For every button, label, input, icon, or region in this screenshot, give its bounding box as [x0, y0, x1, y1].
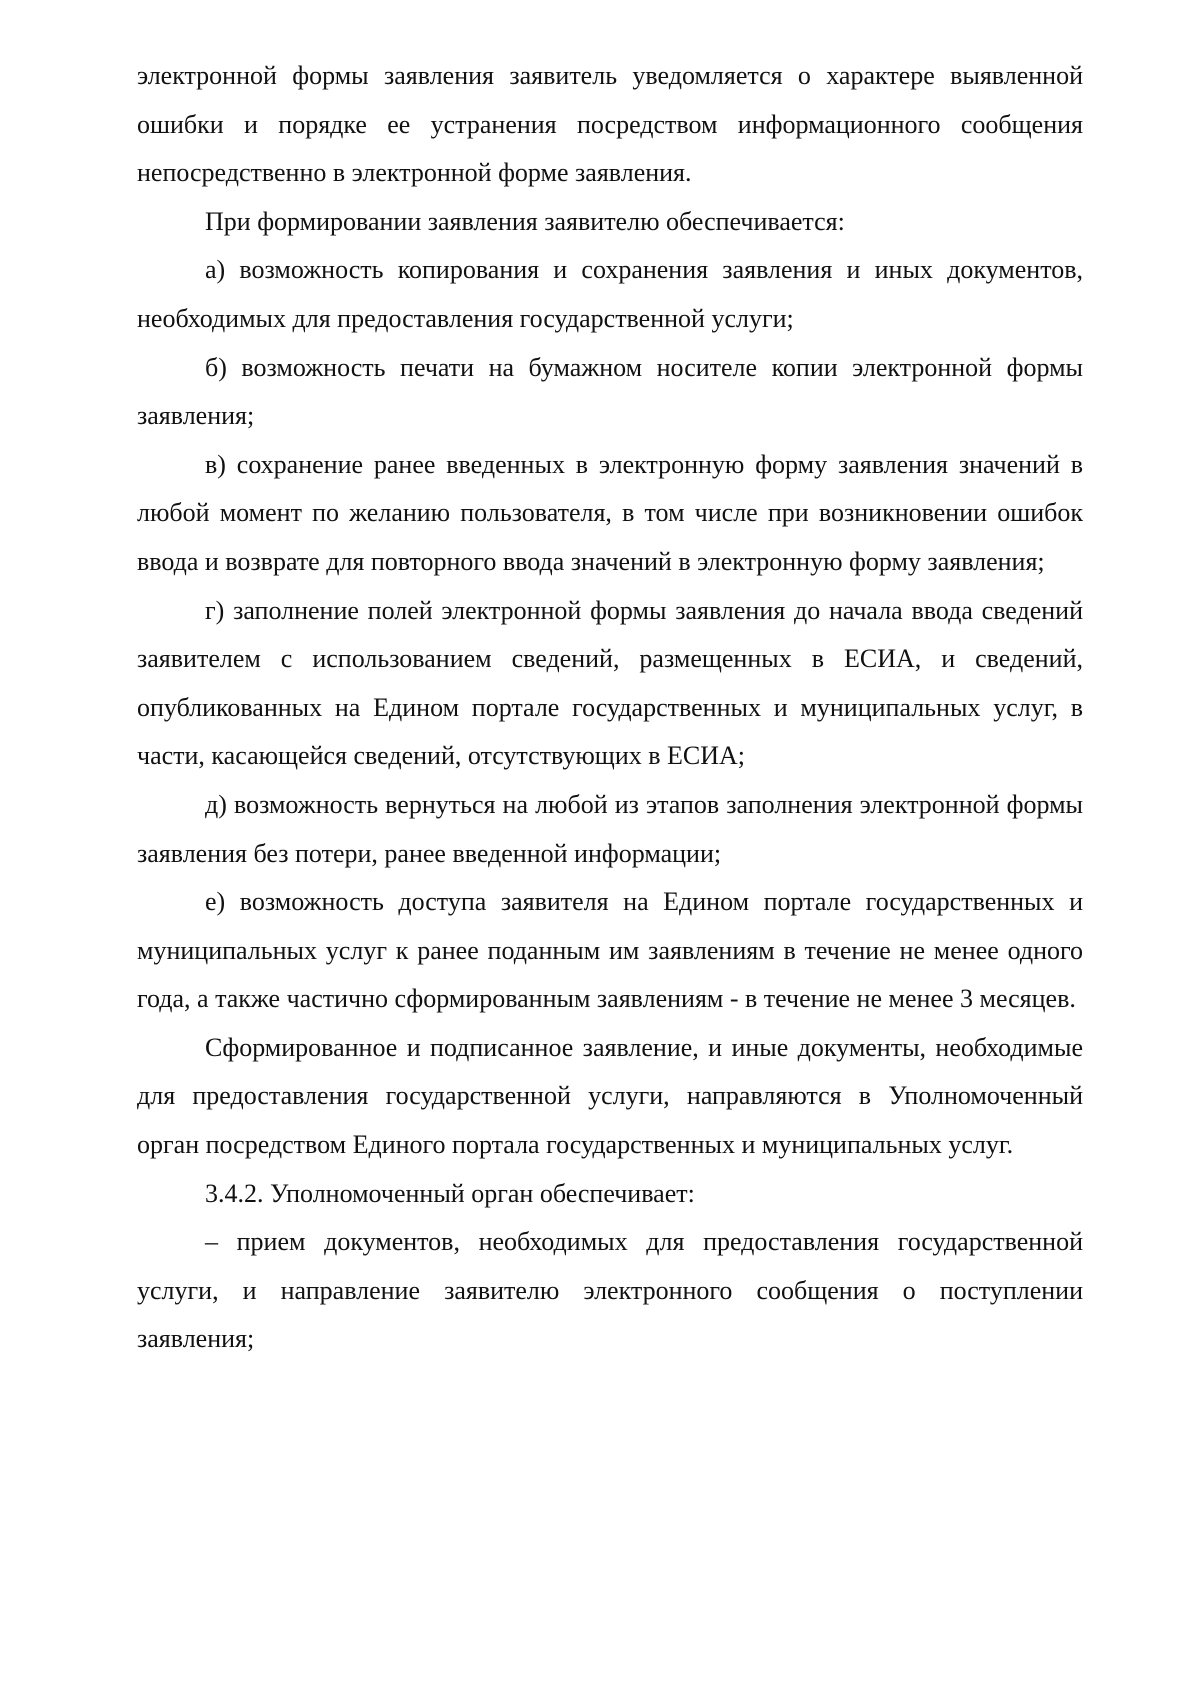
list-item-b: б) возможность печати на бумажном носителе копии электронной формы заявления;: [137, 352, 1083, 431]
paragraph-intro: При формировании заявления заявителю обеспечивается:: [205, 206, 845, 236]
list-item-d: д) возможность вернуться на любой из этапов заполнения электронной формы заявления без потери, ранее введенной информации;: [137, 789, 1083, 868]
section-heading-3-4-2: 3.4.2. Уполномоченный орган обеспечивает:: [205, 1178, 695, 1208]
list-item-dash: – прием документов, необходимых для предоставления государственной услуги, и направление заявителю электронного сообщения о поступлении заявления;: [137, 1227, 1083, 1354]
list-item-a: а) возможность копирования и сохранения заявления и иных документов, необходимых для предоставления государственной услуги;: [137, 255, 1083, 333]
document-page: [137, 52, 1083, 1364]
list-item-e: е) возможность доступа заявителя на Едином портале государственных и муниципальных услуг к ранее поданным им заявлениям в течение не менее одного года, а также частично сформированным заявлениям - в течение не менее 3 месяцев.: [137, 887, 1083, 1014]
list-item-g: г) заполнение полей электронной формы заявления до начала ввода сведений заявителем с использованием сведений, размещенных в ЕСИА, и сведений, опубликованных на Едином портале государственных и муниципальных услуг, в части, касающейся сведений, отсутствующих в ЕСИА;: [137, 595, 1083, 771]
paragraph-submitted: Сформированное и подписанное заявление, и иные документы, необходимые для предоставления государственной услуги, направляются в Уполномоченный орган посредством Единого портала государственных и муниципальных услуг.: [137, 1032, 1083, 1160]
list-item-v: в) сохранение ранее введенных в электронную форму заявления значений в любой момент по желанию пользователя, в том числе при возникновении ошибок ввода и возврате для повторного ввода значений в электронную форму заявления;: [137, 449, 1083, 576]
paragraph-continuation: электронной формы заявления заявитель уведомляется о характере выявленной ошибки и порядке ее устранения посредством информационного сообщения непосредственно в электронной форме заявления.: [137, 61, 1083, 188]
